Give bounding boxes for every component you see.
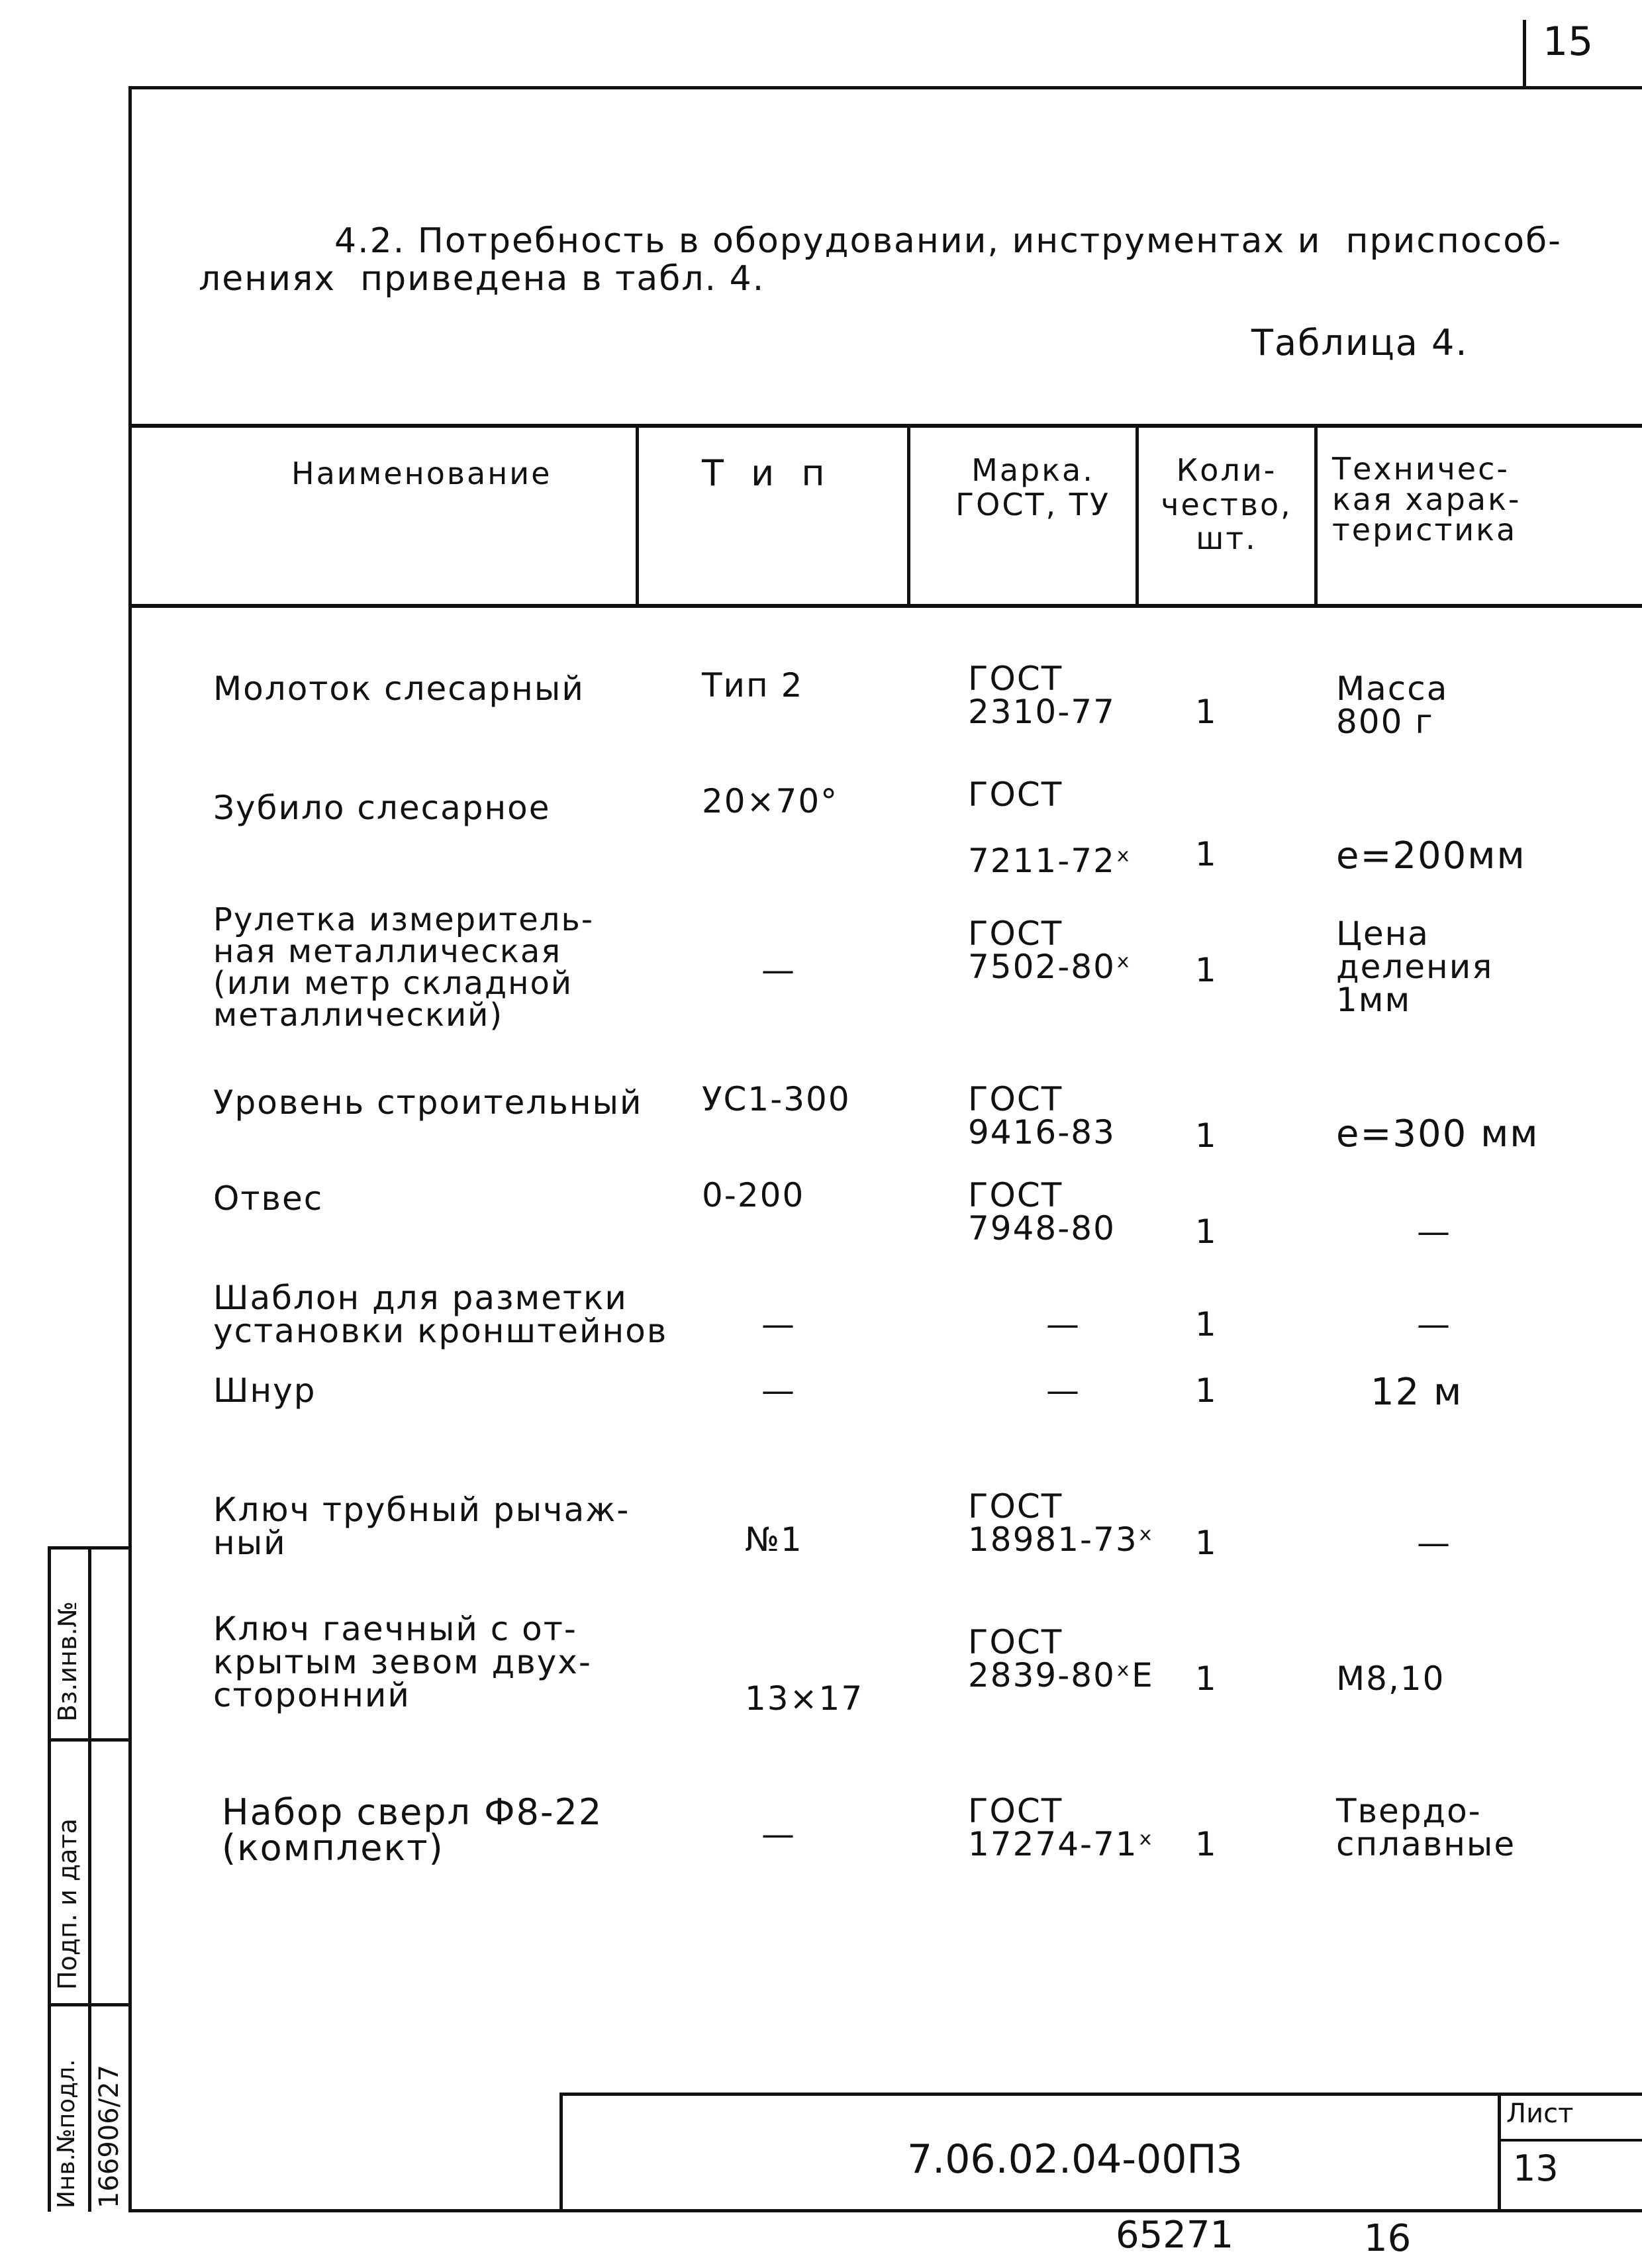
row-4-type: УС1-300 <box>702 1080 851 1118</box>
row-7-tech: 12 м <box>1371 1371 1463 1414</box>
row-6-tech: — <box>1417 1305 1451 1344</box>
row-7-qty: 1 <box>1195 1371 1218 1410</box>
row-1-tech: Масса 800 г <box>1336 669 1449 741</box>
row-5-tech: — <box>1417 1212 1451 1251</box>
row-2-type: 20×70° <box>702 782 839 820</box>
row-10-mark: ГОСТ 17274-71ˣ <box>968 1792 1154 1863</box>
row-4-qty: 1 <box>1195 1116 1218 1155</box>
row-9-mark: ГОСТ 2839-80ˣЕ <box>968 1623 1154 1695</box>
col-divider-1 <box>636 424 639 608</box>
row-7-mark: — <box>1046 1371 1081 1410</box>
col-header-mark: Марка. ГОСТ, ТУ <box>955 452 1110 522</box>
row-3-name: Рулетка измеритель- ная металлическая (или метр складной металлический) <box>213 901 595 1034</box>
row-9-qty: 1 <box>1195 1659 1218 1698</box>
col-divider-4 <box>1314 424 1318 608</box>
row-5-mark: ГОСТ 7948-80 <box>968 1176 1116 1248</box>
row-1-mark: ГОСТ 2310-77 <box>968 660 1116 731</box>
table-caption: Таблица 4. <box>1251 322 1469 364</box>
row-4-name: Уровень строительный <box>213 1083 643 1122</box>
side-strip-div-2 <box>48 2003 132 2006</box>
stamp-sheet-line <box>1498 2139 1642 2142</box>
side-strip-top <box>48 1546 132 1550</box>
intro-line-1: 4.2. Потребность в оборудовании, инструментах и приспособ- <box>334 221 1562 261</box>
table-header-top-line <box>128 424 1642 428</box>
top-corner-mark <box>1523 20 1526 86</box>
table-header-bottom-line <box>128 604 1642 608</box>
row-10-name: Набор сверл Ф8-22 (комплект) <box>222 1791 603 1869</box>
intro-line-2: лениях приведена в табл. 4. <box>199 259 765 299</box>
row-8-mark: ГОСТ 18981-73ˣ <box>968 1487 1154 1559</box>
stamp-doc-code: 7.06.02.04-00ПЗ <box>907 2136 1243 2183</box>
side-strip-outer-left <box>48 1546 51 2212</box>
side-strip-inner <box>88 1546 91 2212</box>
side-label-podp-data: Подп. и дата <box>53 1818 82 1990</box>
side-inv-value: 166906/27 <box>94 2064 124 2208</box>
row-1-qty: 1 <box>1195 693 1218 731</box>
row-5-qty: 1 <box>1195 1212 1218 1251</box>
col-header-qty: Коли- чество, шт. <box>1161 452 1292 557</box>
row-3-type: — <box>761 951 796 989</box>
row-10-tech: Твердо- сплавные <box>1336 1792 1516 1863</box>
col-header-type: Т и п <box>702 452 833 494</box>
row-10-qty: 1 <box>1195 1825 1218 1863</box>
col-header-name: Наименование <box>291 456 552 491</box>
row-10-type: — <box>761 1815 796 1853</box>
stamp-sheet-label: Лист <box>1506 2098 1574 2129</box>
row-6-name: Шаблон для разметки установки кронштейнов <box>213 1279 668 1350</box>
row-2-name: Зубило слесарное <box>213 789 551 827</box>
row-3-tech: Цена деления 1мм <box>1336 914 1494 1019</box>
side-strip-div-1 <box>48 1738 132 1742</box>
row-6-mark: — <box>1046 1305 1081 1344</box>
row-8-name: Ключ трубный рычаж- ный <box>213 1491 630 1562</box>
bottom-number-right: 16 <box>1364 2217 1412 2260</box>
row-1-name: Молоток слесарный <box>213 669 585 708</box>
side-label-inv-podl: Инв.№подл. <box>53 2059 80 2208</box>
row-7-type: — <box>761 1371 796 1410</box>
frame-left-border <box>128 86 132 2212</box>
row-8-type: №1 <box>745 1520 803 1559</box>
page-number-top: 15 <box>1543 19 1594 65</box>
frame-bottom-border <box>128 2209 1642 2212</box>
row-5-name: Отвес <box>213 1179 324 1218</box>
row-8-tech: — <box>1417 1524 1451 1562</box>
row-9-type: 13×17 <box>745 1679 864 1718</box>
row-2-mark: ГОСТ 7211-72ˣ <box>968 775 1132 880</box>
row-2-tech: e=200мм <box>1336 834 1526 877</box>
row-6-qty: 1 <box>1195 1305 1218 1344</box>
stamp-sheet-divider <box>1498 2093 1501 2212</box>
row-9-name: Ключ гаечный с от- крытым зевом двух- сторонний <box>213 1610 592 1714</box>
row-4-tech: e=300 мм <box>1336 1112 1539 1156</box>
col-divider-2 <box>907 424 910 608</box>
row-7-name: Шнур <box>213 1371 316 1410</box>
row-3-mark: ГОСТ 7502-80ˣ <box>968 914 1132 986</box>
row-5-type: 0-200 <box>702 1176 805 1214</box>
row-2-qty: 1 <box>1195 835 1218 873</box>
row-1-type: Тип 2 <box>702 666 804 705</box>
frame-top-border <box>128 86 1642 89</box>
row-3-qty: 1 <box>1195 951 1218 989</box>
row-6-type: — <box>761 1305 796 1344</box>
stamp-left-line <box>559 2093 563 2212</box>
row-4-mark: ГОСТ 9416-83 <box>968 1080 1116 1152</box>
row-9-tech: М8,10 <box>1336 1659 1445 1698</box>
col-header-tech: Техничес- кая харак- теристика <box>1332 451 1521 548</box>
bottom-number-left: 65271 <box>1116 2214 1234 2257</box>
stamp-top-line <box>559 2093 1642 2096</box>
stamp-sheet-value: 13 <box>1513 2147 1559 2189</box>
row-8-qty: 1 <box>1195 1524 1218 1562</box>
side-label-vz-inv: Вз.инв.№ <box>53 1601 82 1722</box>
